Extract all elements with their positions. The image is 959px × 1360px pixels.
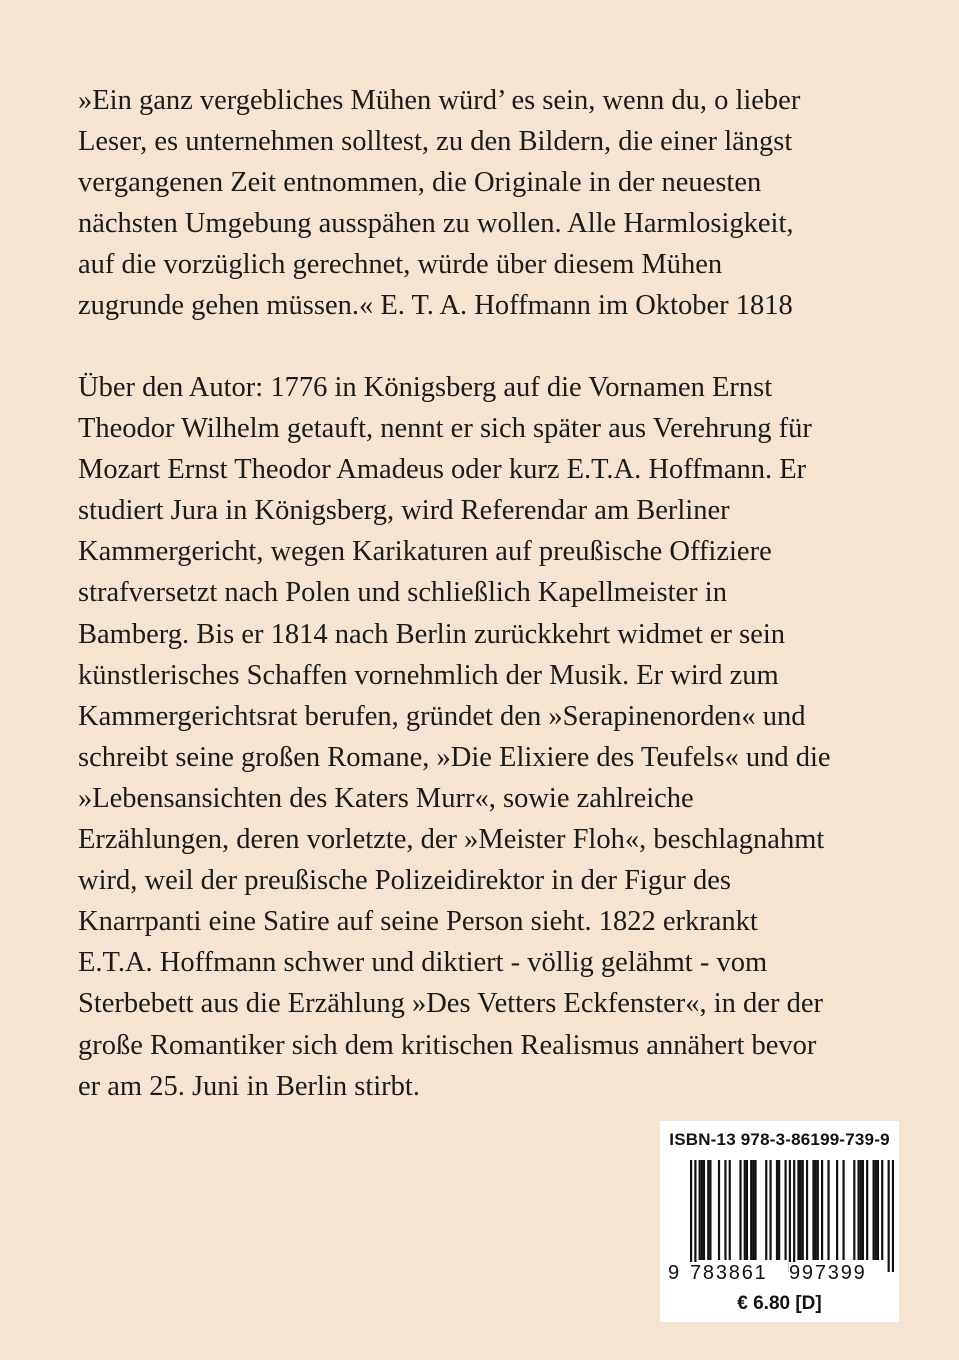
barcode-bar [701, 1160, 703, 1260]
quote-line: »Ein ganz vergebliches Mühen würd’ es sein, wenn du, o lieber [78, 85, 801, 116]
barcode-guard-bar [694, 1160, 696, 1272]
barcode-bar [842, 1160, 844, 1260]
barcode-bar [769, 1160, 771, 1260]
barcode-bar [827, 1160, 829, 1260]
barcode-lead-digit: 9 [668, 1262, 680, 1284]
barcode-bar [703, 1160, 705, 1260]
quote-line: nächsten Umgebung ausspähen zu wollen. Alle Harmlosigkeit, [78, 208, 794, 240]
bio-line: Kammergericht, wegen Karikaturen auf preußische Offiziere [78, 536, 772, 568]
bio-line: Knarrpanti eine Satire auf seine Person sieht. 1822 erkrankt [78, 906, 758, 938]
barcode-guard-bar [892, 1160, 894, 1272]
bio-line: Kammergerichtsrat berufen, gründet den »Serapinenorden« und [78, 700, 806, 732]
barcode-bar [707, 1160, 709, 1260]
barcode-bar [718, 1160, 720, 1260]
barcode-bar [739, 1160, 741, 1260]
barcode-bar [729, 1160, 731, 1260]
barcode-bar [754, 1160, 756, 1260]
barcode-bar [797, 1160, 799, 1260]
barcode-bar [821, 1160, 823, 1260]
barcode-bar [881, 1160, 883, 1260]
bio-line: E.T.A. Hoffmann schwer und diktiert - völlig gelähmt - vom [78, 947, 768, 979]
barcode-bar [802, 1160, 804, 1260]
bio-line: »Lebensansichten des Katers Murr«, sowie zahlreiche [78, 782, 694, 814]
barcode-bar [853, 1160, 855, 1260]
barcode-left-digits: 783861 [690, 1262, 768, 1284]
barcode-bar [776, 1160, 778, 1260]
quote-line: vergangenen Zeit entnommen, die Originale in der neuesten [78, 167, 762, 199]
barcode-bar [817, 1160, 819, 1260]
barcode-bar [752, 1160, 754, 1260]
bio-line: Bamberg. Bis er 1814 nach Berlin zurückkehrt widmet er sein [78, 618, 786, 650]
bio-line: wird, weil der preußische Polizeidirektor in der Figur des [78, 865, 731, 897]
barcode-bar [746, 1160, 748, 1260]
barcode-bar [836, 1160, 838, 1260]
barcode-bar [873, 1160, 875, 1260]
isbn-label: ISBN-13 978-3-86199-739-9 [669, 1130, 890, 1149]
barcode-bar [815, 1160, 817, 1260]
bio-line: strafversetzt nach Polen und schließlich Kapellmeister in [78, 577, 727, 609]
barcode-bar [866, 1160, 868, 1260]
barcode-bar [857, 1160, 859, 1260]
bio-line: schreibt seine großen Romane, »Die Elixiere des Teufels« und die [78, 741, 831, 773]
barcode-image [670, 1160, 896, 1260]
barcode-bar [800, 1160, 802, 1260]
barcode-bar [862, 1160, 864, 1260]
bio-line: studiert Jura in Königsberg, wird Referendar am Berliner [78, 495, 730, 527]
barcode-bar [765, 1160, 767, 1260]
author-bio-paragraph [78, 367, 898, 1107]
barcode-bar [877, 1160, 879, 1260]
bio-line: künstlerisches Schaffen vornehmlich der Musik. Er wird zum [78, 659, 779, 691]
quote-paragraph [78, 80, 898, 327]
barcode-bar [709, 1160, 711, 1260]
bio-line: Über den Autor: 1776 in Königsberg auf die Vornamen Ernst [78, 372, 773, 403]
bio-line: Sterbebett aus die Erzählung »Des Vetters Eckfenster«, in der der [78, 988, 823, 1020]
bio-line: er am 25. Juni in Berlin stirbt. [78, 1070, 420, 1102]
quote-line: Leser, es unternehmen solltest, zu den Bildern, die einer längst [78, 126, 793, 158]
barcode-guard-bar [888, 1160, 890, 1272]
barcode-bar [724, 1160, 726, 1260]
barcode-bar [784, 1160, 786, 1260]
bio-line: Mozart Ernst Theodor Amadeus oder kurz E.T.A. Hoffmann. Er [78, 454, 807, 486]
barcode-bar [778, 1160, 780, 1260]
barcode-bar [750, 1160, 752, 1260]
bio-line: Erzählungen, deren vorletzte, der »Meister Floh«, beschlagnahmt [78, 824, 825, 856]
barcode-bar [875, 1160, 877, 1260]
quote-line: zugrunde gehen müssen.« E. T. A. Hoffmann im Oktober 1818 [78, 290, 793, 322]
barcode-bar [860, 1160, 862, 1260]
price-label: € 6.80 [D] [737, 1293, 822, 1314]
isbn-barcode-box [660, 1121, 899, 1322]
quote-line: auf die vorzüglich gerechnet, würde über diesem Mühen [78, 249, 723, 281]
barcode-bar [812, 1160, 814, 1260]
bio-line: große Romantiker sich dem kritischen Realismus annähert bevor [78, 1029, 817, 1061]
barcode-guard-bar [793, 1160, 795, 1272]
barcode-bar [699, 1160, 701, 1260]
barcode-guard-bar [690, 1160, 692, 1272]
bio-line: Theodor Wilhelm getauft, nennt er sich später aus Verehrung für [78, 413, 812, 445]
barcode-right-digits: 997399 [789, 1262, 867, 1284]
barcode-guard-bar [789, 1160, 791, 1272]
barcode-bar [806, 1160, 808, 1260]
barcode-bar [744, 1160, 746, 1260]
